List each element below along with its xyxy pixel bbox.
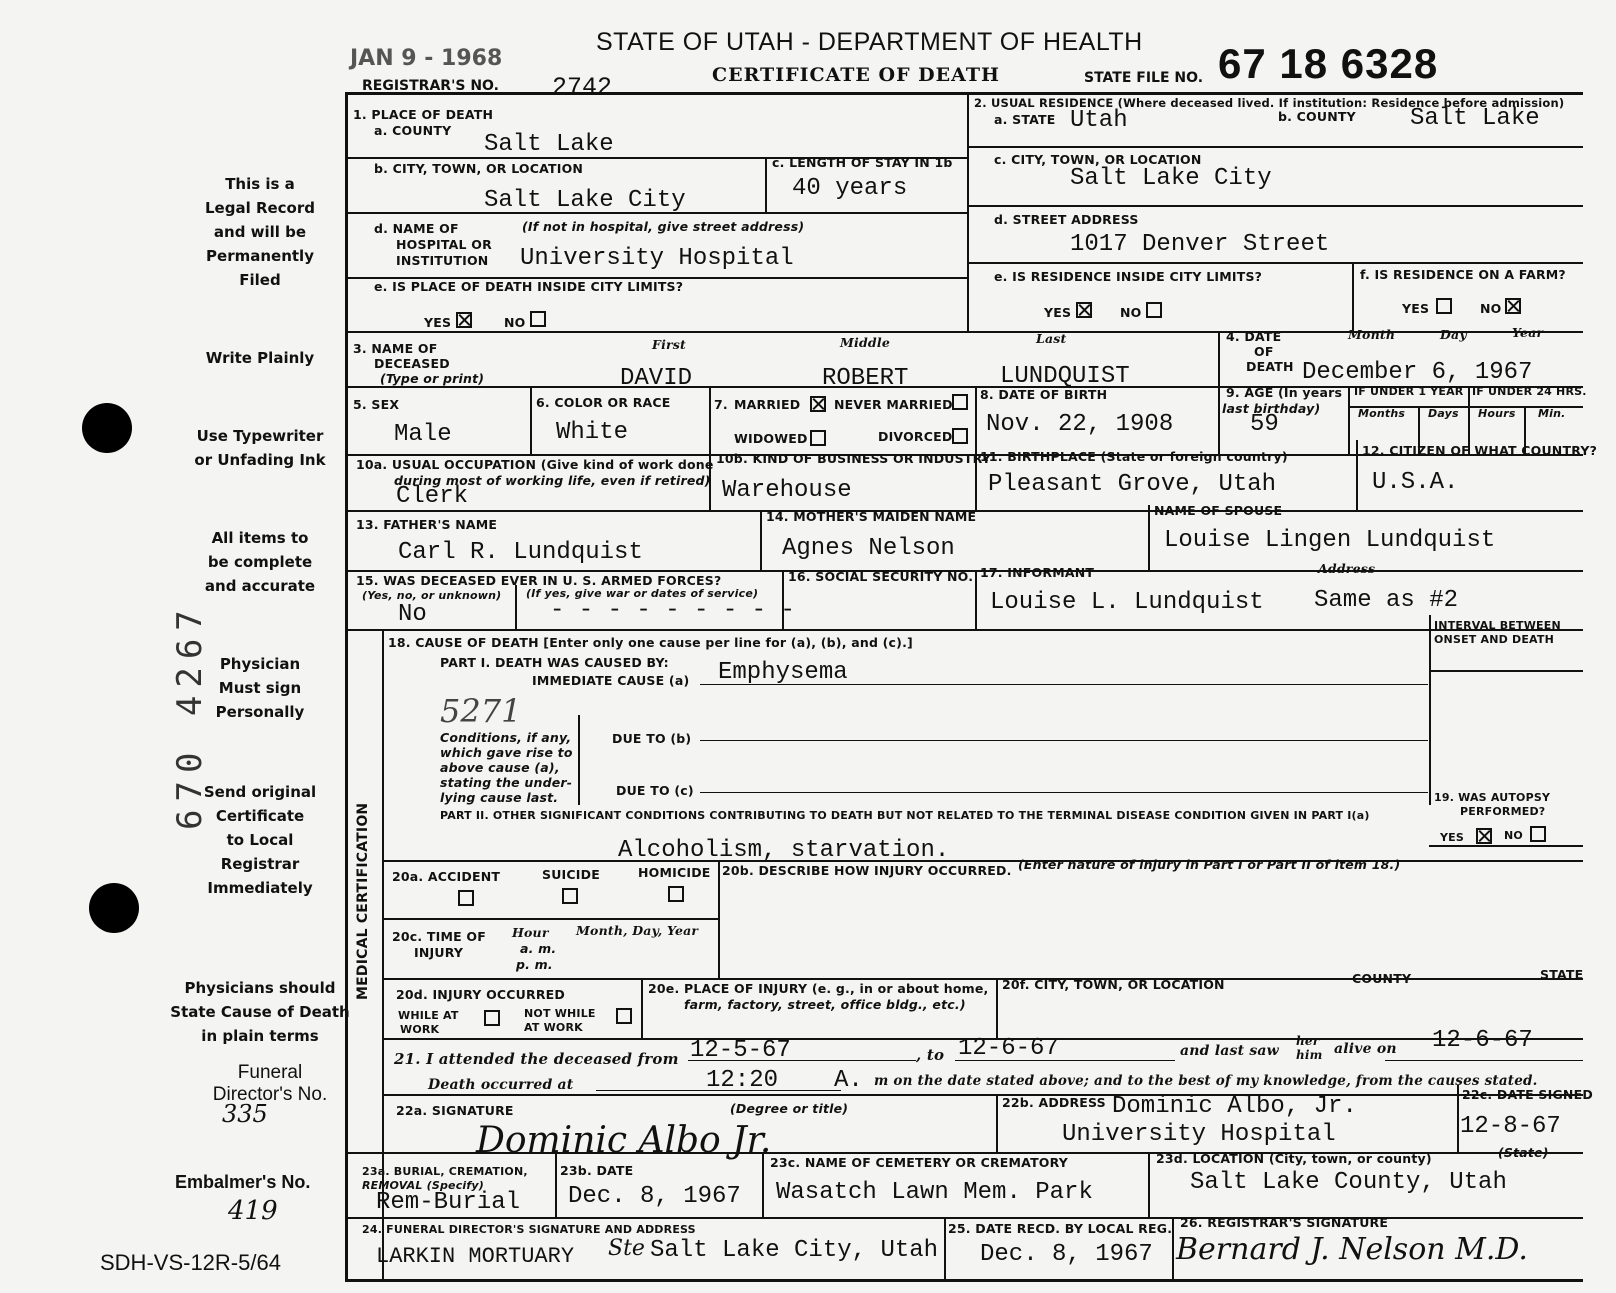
value-date-recd: Dec. 8, 1967 — [980, 1241, 1153, 1268]
label-type-print: (Type or print) — [380, 371, 485, 386]
value-cemetery: Wasatch Lawn Mem. Park — [776, 1179, 1093, 1206]
label-father: 13. FATHER'S NAME — [356, 517, 498, 532]
label-part1: PART I. DEATH WAS CAUSED BY: — [440, 655, 669, 670]
value-sex: Male — [394, 421, 452, 448]
label-yes-1: YES — [424, 315, 452, 330]
label-min: Min. — [1538, 407, 1566, 420]
label-months: Months — [1358, 407, 1406, 420]
label-suicide: SUICIDE — [542, 867, 600, 882]
label-due-c: DUE TO (c) — [616, 783, 694, 798]
label-day: Day — [1440, 327, 1467, 342]
form-number: SDH-VS-12R-5/64 — [100, 1250, 281, 1275]
value-attended-to: 12-6-67 — [958, 1035, 1059, 1062]
label-occupation-2: during most of working life, even if retired) — [394, 473, 711, 488]
checkbox-autopsy-yes[interactable] — [1476, 828, 1492, 844]
sidebar-physician: Physician Must sign Personally — [215, 655, 305, 721]
checkbox-autopsy-no[interactable] — [1530, 826, 1546, 842]
label-age-2: last birthday) — [1222, 401, 1321, 416]
vertical-number: 670 4267 — [170, 602, 210, 830]
value-age: 59 — [1250, 411, 1279, 438]
label-place-injury-2: farm, factory, street, office bldg., etc.) — [684, 997, 966, 1012]
checkbox-accident[interactable] — [458, 890, 474, 906]
label-accident: 20a. ACCIDENT — [392, 869, 501, 884]
checkbox-res-inside-no[interactable] — [1146, 302, 1162, 318]
value-code: 5271 — [440, 692, 522, 730]
sidebar-complete: All items to be complete and accurate — [204, 529, 316, 595]
label-yes-3: YES — [1402, 301, 1430, 316]
value-hospital: University Hospital — [520, 245, 794, 272]
value-am: A. — [834, 1067, 863, 1094]
label-to: , to — [916, 1046, 945, 1064]
state-title: STATE OF UTAH - DEPARTMENT OF HEALTH — [596, 28, 1143, 56]
label-city: b. CITY, TOWN, OR LOCATION — [374, 161, 584, 176]
checkbox-widowed[interactable] — [810, 430, 826, 446]
value-death-date: December 6, 1967 — [1302, 359, 1533, 386]
label-length-of-stay: c. LENGTH OF STAY IN 1b — [772, 155, 953, 170]
label-hospital-2: HOSPITAL OR — [396, 237, 492, 252]
label-registrar-sig: 26. REGISTRAR'S SIGNATURE — [1180, 1215, 1389, 1230]
label-inside-limits: e. IS PLACE OF DEATH INSIDE CITY LIMITS? — [374, 279, 684, 294]
value-alive-on: 12-6-67 — [1432, 1027, 1533, 1054]
value-dob: Nov. 22, 1908 — [986, 411, 1174, 438]
label-conditions: Conditions, if any, which gave rise to above cause (a), stating the under- lying cause last. — [440, 730, 573, 805]
sidebar-cause: Physicians should State Cause of Death in plain terms — [170, 979, 350, 1045]
label-widowed: WIDOWED — [734, 431, 808, 446]
label-armed-3: (If yes, give war or dates of service) — [526, 587, 759, 600]
sidebar-embalmer-label: Embalmer's No. — [175, 1172, 311, 1192]
value-attended-from: 12-5-67 — [690, 1037, 791, 1064]
value-mother: Agnes Nelson — [782, 535, 955, 562]
value-spouse: Louise Lingen Lundquist — [1164, 527, 1496, 554]
value-first-name: DAVID — [620, 365, 693, 392]
label-date-of: OF — [1254, 344, 1274, 359]
label-while-at: WHILE AT — [398, 1009, 459, 1022]
label-hospital-3: INSTITUTION — [396, 253, 489, 268]
label-pm: p. m. — [516, 957, 553, 972]
value-informant-address: Same as #2 — [1314, 587, 1459, 614]
label-divorced: DIVORCED — [878, 429, 953, 444]
label-ssn: 16. SOCIAL SECURITY NO. — [788, 569, 974, 584]
value-race: White — [556, 419, 629, 446]
label-date-death: 4. DATE — [1226, 329, 1282, 344]
label-birthplace: 11. BIRTHPLACE (State or foreign country) — [980, 449, 1288, 464]
label-armed-2: (Yes, no, or unknown) — [362, 589, 502, 602]
value-occupation: Clerk — [396, 483, 469, 510]
value-middle-name: ROBERT — [822, 365, 909, 392]
label-farm: f. IS RESIDENCE ON A FARM? — [1360, 267, 1566, 282]
checkbox-inside-limits-no[interactable] — [530, 311, 546, 327]
label-attended: 21. I attended the deceased from — [394, 1050, 679, 1068]
label-injury-note: (Enter nature of injury in Part I or Part II of item 18.) — [1018, 857, 1401, 872]
value-funeral-director: LARKIN MORTUARY — [376, 1244, 575, 1269]
certificate-title: CERTIFICATE OF DEATH — [712, 64, 1000, 86]
checkbox-suicide[interactable] — [562, 888, 578, 904]
checkbox-while-at-work[interactable] — [484, 1010, 500, 1026]
label-no-4: NO — [1504, 829, 1523, 842]
checkbox-not-at-work[interactable] — [616, 1008, 632, 1024]
label-alive-on: alive on — [1334, 1041, 1397, 1057]
label-date-death-2: DEATH — [1246, 359, 1294, 374]
value-county: Salt Lake — [484, 131, 614, 158]
label-res-city: c. CITY, TOWN, OR LOCATION — [994, 152, 1202, 167]
label-autopsy: 19. WAS AUTOPSY — [1434, 791, 1551, 804]
label-funeral: 24. FUNERAL DIRECTOR'S SIGNATURE AND ADDRESS — [362, 1223, 696, 1236]
label-injury-county: COUNTY — [1352, 971, 1412, 986]
date-stamp: JAN 9 - 1968 — [350, 46, 503, 71]
value-date-signed: 12-8-67 — [1460, 1113, 1561, 1140]
label-work: WORK — [400, 1023, 440, 1036]
label-place-of-death: 1. PLACE OF DEATH — [353, 107, 494, 122]
value-physician-address: University Hospital — [1062, 1121, 1336, 1148]
label-yes-2: YES — [1044, 305, 1072, 320]
label-mother: 14. MOTHER'S MAIDEN NAME — [766, 509, 977, 524]
checkbox-homicide[interactable] — [668, 886, 684, 902]
label-hospital: d. NAME OF — [374, 221, 459, 236]
state-file-label: STATE FILE NO. — [1084, 70, 1204, 86]
value-service: - - - - - - - - - — [550, 597, 795, 624]
label-injury-state: STATE — [1540, 967, 1584, 982]
label-injury-occurred: 20d. INJURY OCCURRED — [396, 987, 565, 1002]
value-res-state: Utah — [1070, 107, 1128, 134]
label-married: MARRIED — [734, 397, 801, 412]
label-hour: Hour — [512, 925, 549, 940]
checkbox-farm-yes[interactable] — [1436, 298, 1452, 314]
value-industry: Warehouse — [722, 477, 852, 504]
label-no-1: NO — [504, 315, 526, 330]
label-cemetery: 23c. NAME OF CEMETERY OR CREMATORY — [770, 1155, 1069, 1170]
label-phys-address: 22b. ADDRESS — [1002, 1095, 1106, 1110]
label-autopsy-2: PERFORMED? — [1460, 805, 1546, 818]
label-immediate: IMMEDIATE CAUSE (a) — [532, 673, 690, 688]
label-last-saw: and last saw — [1180, 1043, 1279, 1059]
label-date-recd: 25. DATE RECD. BY LOCAL REG. — [948, 1221, 1173, 1236]
label-age: 9. AGE (In years — [1226, 385, 1343, 400]
label-death-occurred: Death occurred at — [428, 1077, 574, 1093]
value-time: 12:20 — [706, 1067, 779, 1094]
label-signature: 22a. SIGNATURE — [396, 1103, 514, 1118]
label-month: Month — [1348, 327, 1396, 342]
label-sex: 5. SEX — [353, 397, 400, 412]
label-res-inside: e. IS RESIDENCE INSIDE CITY LIMITS? — [994, 269, 1263, 284]
label-deceased: DECEASED — [374, 356, 450, 371]
registrar-no: 2742 — [552, 73, 613, 102]
label-never-married: NEVER MARRIED — [834, 397, 953, 412]
label-armed: 15. WAS DECEASED EVER IN U. S. ARMED FORCES? — [356, 573, 722, 588]
label-days: Days — [1428, 407, 1459, 420]
label-burial: 23a. BURIAL, CREMATION, — [362, 1165, 528, 1178]
state-file-no: 67 18 6328 — [1218, 40, 1439, 87]
label-burial-date: 23b. DATE — [560, 1163, 634, 1178]
label-dob: 8. DATE OF BIRTH — [980, 387, 1108, 402]
label-part2: PART II. OTHER SIGNIFICANT CONDITIONS CONTRIBUTING TO DEATH BUT NOT RELATED TO THE TERMINAL DISEASE CONDITION GIVEN IN PART I(a) — [440, 809, 1370, 822]
label-at-work: AT WORK — [524, 1021, 583, 1034]
label-mdy: Month, Day, Year — [576, 923, 699, 938]
label-burial-2: REMOVAL (Specify) — [362, 1179, 484, 1192]
label-first: First — [652, 337, 687, 352]
embalmer-no: 419 — [228, 1196, 278, 1226]
label-yes-4: YES — [1440, 831, 1465, 844]
label-res-state: a. STATE — [994, 112, 1056, 127]
label-county: a. COUNTY — [374, 123, 452, 138]
value-father: Carl R. Lundquist — [398, 539, 643, 566]
value-burial-date: Dec. 8, 1967 — [568, 1183, 741, 1210]
value-city: Salt Lake City — [484, 187, 686, 214]
value-informant: Louise L. Lundquist — [990, 589, 1264, 616]
label-usual-residence: 2. USUAL RESIDENCE (Where deceased lived. If institution: Residence before admission) — [974, 96, 1565, 110]
punch-hole-top — [82, 403, 132, 453]
label-middle: Middle — [840, 335, 890, 350]
label-race: 6. COLOR OR RACE — [536, 395, 671, 410]
label-interval: INTERVAL BETWEEN — [1434, 619, 1561, 632]
label-spouse: NAME OF SPOUSE — [1154, 503, 1283, 518]
label-am: a. m. — [520, 941, 557, 956]
value-physician-name: Dominic Albo, Jr. — [1112, 1093, 1357, 1120]
label-no-2: NO — [1120, 305, 1142, 320]
value-street: 1017 Denver Street — [1070, 231, 1330, 258]
label-res-county: b. COUNTY — [1278, 109, 1356, 124]
value-immediate-cause: Emphysema — [718, 659, 848, 686]
label-time-injury-2: INJURY — [414, 945, 464, 960]
label-due-b: DUE TO (b) — [612, 731, 692, 746]
label-address: Address — [1318, 561, 1376, 576]
sidebar-funeral-label: Funeral Director's No. — [212, 1062, 328, 1105]
label-him: him — [1296, 1048, 1323, 1062]
label-occupation: 10a. USUAL OCCUPATION (Give kind of work done — [356, 457, 714, 472]
checkbox-farm-no[interactable] — [1505, 298, 1521, 314]
label-degree: (Degree or title) — [730, 1101, 849, 1116]
punch-hole-bottom — [89, 883, 139, 933]
label-hours: Hours — [1478, 407, 1516, 420]
value-stay: 40 years — [792, 175, 908, 202]
label-injury-desc: 20b. DESCRIBE HOW INJURY OCCURRED. — [722, 863, 1012, 878]
label-no-3: NO — [1480, 301, 1502, 316]
label-citizen: 12. CITIZEN OF WHAT COUNTRY? — [1362, 443, 1598, 458]
label-homicide: HOMICIDE — [638, 865, 711, 880]
label-injury-city: 20f. CITY, TOWN, OR LOCATION — [1002, 977, 1225, 992]
value-physician-signature: Dominic Albo Jr. — [476, 1120, 772, 1161]
value-last-name: LUNDQUIST — [1000, 363, 1130, 390]
value-funeral-signature: Ste — [608, 1236, 645, 1261]
label-on-date: m on the date stated above; and to the best of my knowledge, from the causes stated. — [874, 1073, 1538, 1089]
checkbox-res-inside-yes[interactable] — [1076, 302, 1092, 318]
label-industry: 10b. KIND OF BUSINESS OR INDUSTRY — [716, 451, 991, 466]
sidebar-legal: This is a Legal Record and will be Permanently Filed — [204, 175, 315, 289]
label-informant: 17. INFORMANT — [980, 565, 1095, 580]
label-her: her — [1296, 1034, 1320, 1048]
funeral-director-no: 335 — [222, 1100, 268, 1128]
label-7: 7. — [714, 397, 728, 412]
label-year: Year — [1512, 325, 1544, 340]
label-place-injury: 20e. PLACE OF INJURY (e. g., in or about home, — [648, 981, 989, 996]
label-under-24: IF UNDER 24 HRS. — [1472, 385, 1587, 398]
label-street: d. STREET ADDRESS — [994, 212, 1139, 227]
value-location: Salt Lake County, Utah — [1190, 1169, 1507, 1196]
value-burial: Rem-Burial — [376, 1189, 521, 1216]
checkbox-inside-limits-yes[interactable] — [456, 312, 472, 328]
label-medical-certification: MEDICAL CERTIFICATION — [355, 802, 371, 1000]
value-registrar-signature: Bernard J. Nelson M.D. — [1176, 1232, 1528, 1267]
label-last: Last — [1036, 331, 1067, 346]
sidebar-write: Write Plainly — [205, 349, 315, 367]
value-armed: No — [398, 601, 427, 628]
label-time-injury: 20c. TIME OF — [392, 929, 486, 944]
label-name: 3. NAME OF — [353, 341, 438, 356]
checkbox-never-married[interactable] — [952, 394, 968, 410]
checkbox-married[interactable] — [810, 396, 826, 412]
label-under-1: IF UNDER 1 YEAR — [1354, 385, 1464, 398]
label-date-signed: 22c. DATE SIGNED — [1462, 1087, 1593, 1102]
value-res-county: Salt Lake — [1410, 105, 1540, 132]
label-not-while: NOT WHILE — [524, 1007, 596, 1020]
value-other-conditions: Alcoholism, starvation. — [618, 837, 950, 864]
value-res-city: Salt Lake City — [1070, 165, 1272, 192]
label-hospital-note: (If not in hospital, give street address) — [522, 219, 805, 234]
label-location: 23d. LOCATION (City, town, or county) — [1156, 1151, 1432, 1166]
label-state-paren: (State) — [1498, 1145, 1549, 1160]
sidebar-send: Send original Certificate to Local Registrar Immediately — [203, 783, 317, 897]
registrar-label: REGISTRAR'S NO. — [362, 78, 499, 94]
checkbox-divorced[interactable] — [952, 428, 968, 444]
label-interval-2: ONSET AND DEATH — [1434, 633, 1555, 646]
label-cause: 18. CAUSE OF DEATH [Enter only one cause per line for (a), (b), and (c).] — [388, 635, 913, 650]
sidebar-ink: Use Typewriter or Unfading Ink — [194, 427, 326, 469]
value-funeral-city: Salt Lake City, Utah — [650, 1237, 939, 1264]
value-citizen: U.S.A. — [1372, 469, 1459, 496]
value-birthplace: Pleasant Grove, Utah — [988, 471, 1277, 498]
